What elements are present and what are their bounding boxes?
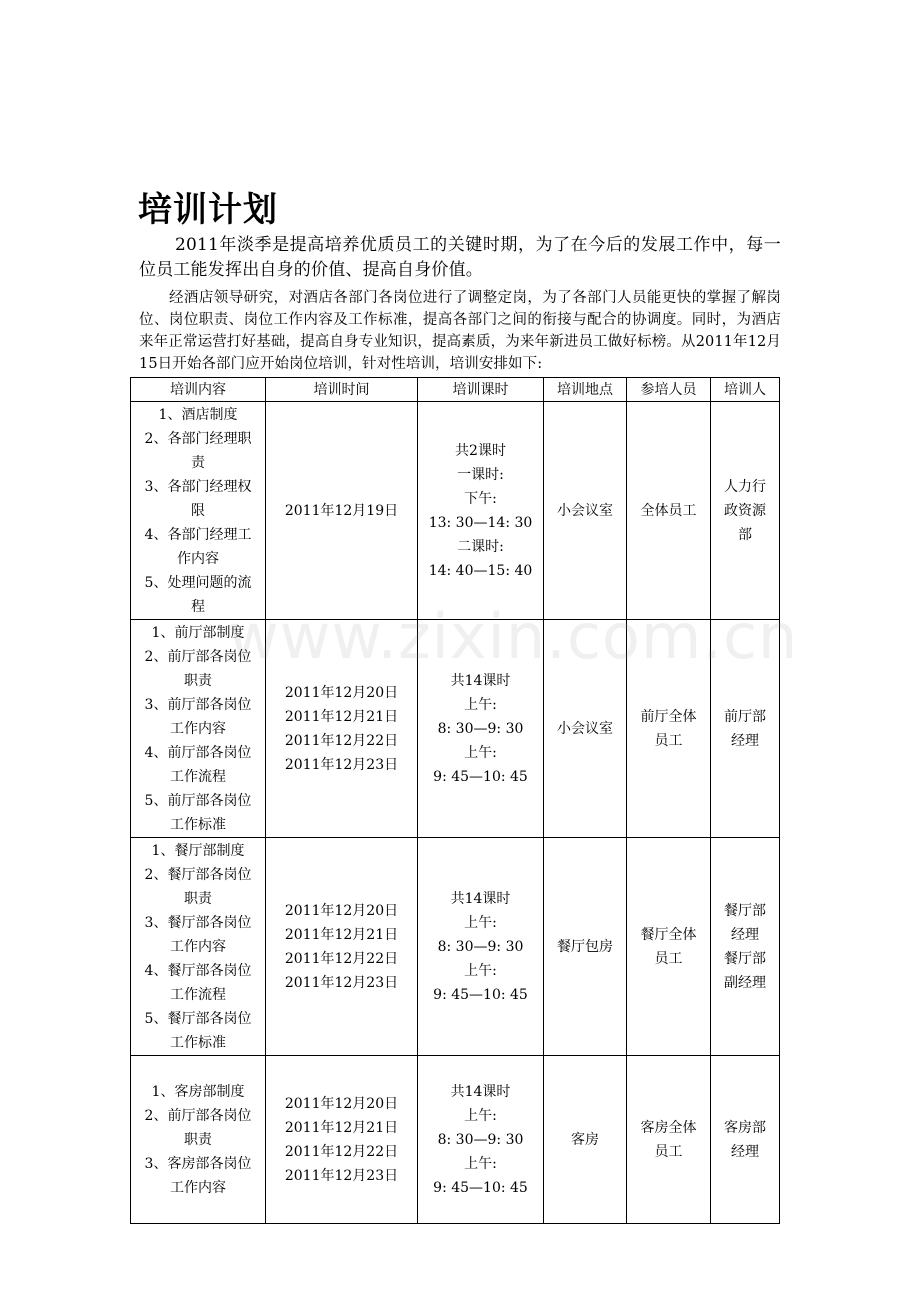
cell-line: 2011年12月23日	[284, 756, 399, 773]
cell-line: 1、餐厅部制度	[151, 842, 245, 859]
table-row	[131, 1056, 780, 1224]
cell-line: 职责	[184, 672, 212, 689]
document-title: 培训计划	[138, 190, 278, 230]
cell-line: 职责	[184, 1131, 212, 1148]
cell-attendees	[627, 838, 711, 1056]
cell-line: 2、各部门经理职	[144, 430, 252, 447]
cell-line: 2011年12月20日	[284, 1095, 399, 1112]
cell-line: 5、处理问题的流	[144, 574, 252, 591]
watermark-text: www.zixin.com.cn	[228, 600, 799, 673]
cell-line: 9: 45—10: 45	[433, 986, 528, 1003]
cell-line: 职责	[184, 890, 212, 907]
cell-line: 工作内容	[170, 1179, 226, 1196]
cell-line: 2011年12月21日	[284, 926, 399, 943]
cell-line: 工作流程	[170, 768, 226, 785]
cell-line: 餐厅全体	[640, 926, 697, 943]
table-header-row	[131, 378, 780, 402]
cell-line: 餐厅部	[724, 902, 766, 919]
cell-line: 2011年12月20日	[284, 902, 399, 919]
cell-line: 4、前厅部各岗位	[144, 744, 252, 761]
cell-line: 小会议室	[557, 720, 613, 737]
cell-line: 1、前厅部制度	[151, 624, 245, 641]
cell-content	[131, 1056, 266, 1224]
cell-location	[544, 402, 627, 620]
cell-line: 5、餐厅部各岗位	[144, 1010, 252, 1027]
cell-line: 工作标准	[170, 816, 226, 833]
cell-line: 工作内容	[170, 938, 226, 955]
cell-line: 3、各部门经理权	[144, 478, 252, 495]
cell-line: 部	[738, 526, 752, 543]
cell-line: 共14课时	[450, 890, 511, 907]
intro-paragraph-1: 2011年淡季是提高培养优质员工的关键时期，为了在今后的发展工作中，每一位员工能发挥出自身的价值、提高自身价值。	[139, 235, 781, 280]
cell-time	[266, 838, 418, 1056]
cell-attendees	[627, 402, 711, 620]
training-schedule-table	[130, 377, 799, 1224]
header-content: 培训内容	[131, 378, 266, 402]
table-row	[131, 402, 780, 620]
intro-text	[139, 233, 781, 375]
cell-line: 员工	[654, 1143, 683, 1160]
cell-hours	[418, 402, 544, 620]
cell-line: 限	[191, 502, 205, 519]
cell-line: 1、客房部制度	[151, 1083, 245, 1100]
cell-line: 3、客房部各岗位	[144, 1155, 252, 1172]
cell-content	[131, 620, 266, 838]
cell-line: 2011年12月21日	[284, 708, 399, 725]
cell-line: 4、餐厅部各岗位	[144, 962, 252, 979]
cell-trainer	[711, 1056, 780, 1224]
cell-line: 2011年12月20日	[284, 684, 399, 701]
cell-line: 共14课时	[450, 672, 511, 689]
cell-hours	[418, 838, 544, 1056]
header-location: 培训地点	[544, 378, 627, 402]
cell-line: 全体员工	[640, 502, 697, 519]
cell-hours	[418, 620, 544, 838]
cell-line: 经理	[731, 1143, 759, 1160]
cell-line: 程	[191, 598, 205, 615]
cell-line: 客房部	[724, 1119, 766, 1136]
cell-line: 下午:	[464, 490, 497, 507]
cell-location	[544, 1056, 627, 1224]
cell-attendees	[627, 620, 711, 838]
cell-line: 经理	[731, 926, 759, 943]
cell-line: 2011年12月22日	[284, 1143, 399, 1160]
cell-line: 2011年12月22日	[284, 950, 399, 967]
cell-location	[544, 838, 627, 1056]
cell-line: 8: 30—9: 30	[437, 1131, 524, 1148]
cell-line: 8: 30—9: 30	[437, 720, 524, 737]
cell-line: 员工	[654, 950, 683, 967]
cell-time	[266, 620, 418, 838]
cell-line: 9: 45—10: 45	[433, 1179, 528, 1196]
cell-content	[131, 838, 266, 1056]
cell-line: 4、各部门经理工	[144, 526, 252, 543]
cell-line: 前厅全体	[640, 708, 697, 725]
cell-line: 员工	[654, 732, 683, 749]
header-attendees: 参培人员	[627, 378, 711, 402]
cell-line: 客房	[571, 1131, 599, 1148]
cell-location	[544, 620, 627, 838]
cell-line: 2、餐厅部各岗位	[144, 866, 252, 883]
cell-line: 副经理	[724, 974, 766, 991]
cell-line: 工作标准	[170, 1034, 226, 1051]
cell-line: 9: 45—10: 45	[433, 768, 528, 785]
cell-line: 2011年12月21日	[284, 1119, 399, 1136]
cell-line: 一课时:	[457, 466, 504, 483]
cell-line: 工作内容	[170, 720, 226, 737]
cell-hours	[418, 1056, 544, 1224]
cell-line: 责	[191, 454, 205, 471]
cell-line: 2011年12月22日	[284, 732, 399, 749]
cell-line: 工作流程	[170, 986, 226, 1003]
cell-line: 作内容	[177, 550, 219, 567]
cell-line: 共14课时	[450, 1083, 511, 1100]
cell-line: 3、餐厅部各岗位	[144, 914, 252, 931]
cell-line: 1、酒店制度	[158, 406, 238, 423]
cell-attendees	[627, 1056, 711, 1224]
cell-line: 前厅部	[724, 708, 766, 725]
header-trainer: 培训人	[711, 378, 780, 402]
cell-line: 经理	[731, 732, 759, 749]
cell-trainer	[711, 620, 780, 838]
table-body	[131, 402, 799, 1224]
cell-line: 人力行	[724, 478, 766, 495]
cell-line: 5、前厅部各岗位	[144, 792, 252, 809]
cell-line: 8: 30—9: 30	[437, 938, 524, 955]
cell-time	[266, 1056, 418, 1224]
cell-trainer	[711, 402, 780, 620]
intro-paragraph-2: 经酒店领导研究，对酒店各部门各岗位进行了调整定岗，为了各部门人员能更快的掌握了解岗位、岗位职责、岗位工作内容及工作标准，提高各部门之间的衔接与配合的协调度。同时，为酒店来年正常运营打好基础，提高自身专业知识，提高素质，为来年新进员工做好标榜。从2011年12月15日开始各部门应开始岗位培训，针对性培训，培训安排如下:	[139, 290, 781, 372]
table-row	[131, 838, 780, 1056]
cell-trainer	[711, 838, 780, 1056]
cell-line: 政资源	[724, 502, 766, 519]
header-time: 培训时间	[266, 378, 418, 402]
header-hours: 培训课时	[418, 378, 544, 402]
cell-line: 二课时:	[457, 538, 504, 555]
cell-line: 2011年12月23日	[284, 974, 399, 991]
cell-line: 3、前厅部各岗位	[144, 696, 252, 713]
cell-line: 上午:	[464, 962, 497, 979]
cell-line: 2、前厅部各岗位	[144, 648, 252, 665]
cell-line: 13: 30—14: 30	[428, 514, 533, 531]
cell-line: 2011年12月19日	[284, 502, 399, 519]
cell-line: 客房全体	[640, 1119, 697, 1136]
cell-line: 上午:	[464, 914, 497, 931]
cell-time	[266, 402, 418, 620]
cell-line: 上午:	[464, 696, 497, 713]
cell-line: 小会议室	[557, 502, 613, 519]
cell-line: 餐厅包房	[557, 938, 613, 955]
table-row	[131, 620, 780, 838]
cell-line: 上午:	[464, 1155, 497, 1172]
cell-line: 14: 40—15: 40	[428, 562, 533, 579]
cell-line: 餐厅部	[724, 950, 766, 967]
cell-content	[131, 402, 266, 620]
cell-line: 2011年12月23日	[284, 1167, 399, 1184]
cell-line: 共2课时	[455, 442, 506, 459]
cell-line: 上午:	[464, 1107, 497, 1124]
cell-line: 上午:	[464, 744, 497, 761]
cell-line: 2、前厅部各岗位	[144, 1107, 252, 1124]
